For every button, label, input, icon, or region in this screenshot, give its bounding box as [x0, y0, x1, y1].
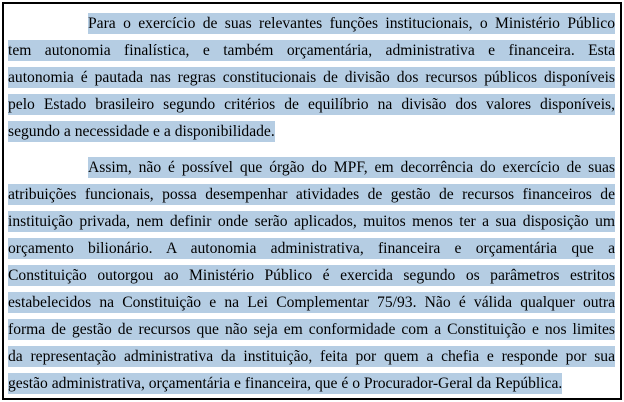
paragraph-1-line-4 [8, 88, 615, 115]
text-line: autonomia é pautada nas regras constitucionais de divisão dos recursos públicos disponíveis [8, 69, 615, 86]
paragraph-2-line-6 [8, 286, 615, 313]
paragraph-1-line-1 [88, 7, 615, 34]
paragraph-2-line-4 [8, 232, 615, 259]
paragraph-2-line-2 [8, 178, 615, 205]
paragraph-2-line-9 [8, 367, 578, 394]
text-line: pelo Estado brasileiro segundo critérios de equilíbrio na divisão dos valores disponíveis, [8, 96, 615, 113]
paragraph-2-line-1 [88, 151, 615, 178]
text-line: Assim, não é possível que órgão do MPF, em decorrência do exercício de suas [88, 159, 615, 176]
paragraph-2-line-5 [8, 259, 615, 286]
text-line: segundo a necessidade e a disponibilidade. [8, 123, 275, 140]
paragraph-1-line-3 [8, 61, 615, 88]
text-line: Constituição outorgou ao Ministério Público é exercida segundo os parâmetros estritos [8, 267, 615, 284]
paragraph-1-line-5 [8, 115, 298, 142]
text-line: tem autonomia finalística, e também orçamentária, administrativa e financeira. Esta [8, 42, 615, 59]
text-line: instituição privada, nem definir onde serão aplicados, muitos menos ter a sua disposição um [8, 213, 615, 230]
paragraph-2-line-3 [8, 205, 615, 232]
document-excerpt-frame [2, 2, 622, 400]
text-line: atribuições funcionais, possa desempenhar atividades de gestão de recursos financeiros de [8, 186, 615, 203]
text-line: forma de gestão de recursos que não seja em conformidade com a Constituição e nos limites [8, 321, 615, 338]
paragraph-2-line-8 [8, 340, 615, 367]
text-line: orçamento bilionário. A autonomia administrativa, financeira e orçamentária que a [8, 240, 615, 257]
text-line: gestão administrativa, orçamentária e financeira, que é o Procurador-Geral da República. [8, 375, 563, 392]
text-line: da representação administrativa da instituição, feita por quem a chefia e responde por sua [8, 348, 615, 365]
text-line: estabelecidos na Constituição e na Lei Complementar 75/93. Não é válida qualquer outra [8, 294, 615, 311]
paragraph-1-line-2 [8, 34, 615, 61]
text-line: Para o exercício de suas relevantes funções institucionais, o Ministério Público [88, 15, 615, 32]
paragraph-2-line-7 [8, 313, 615, 340]
